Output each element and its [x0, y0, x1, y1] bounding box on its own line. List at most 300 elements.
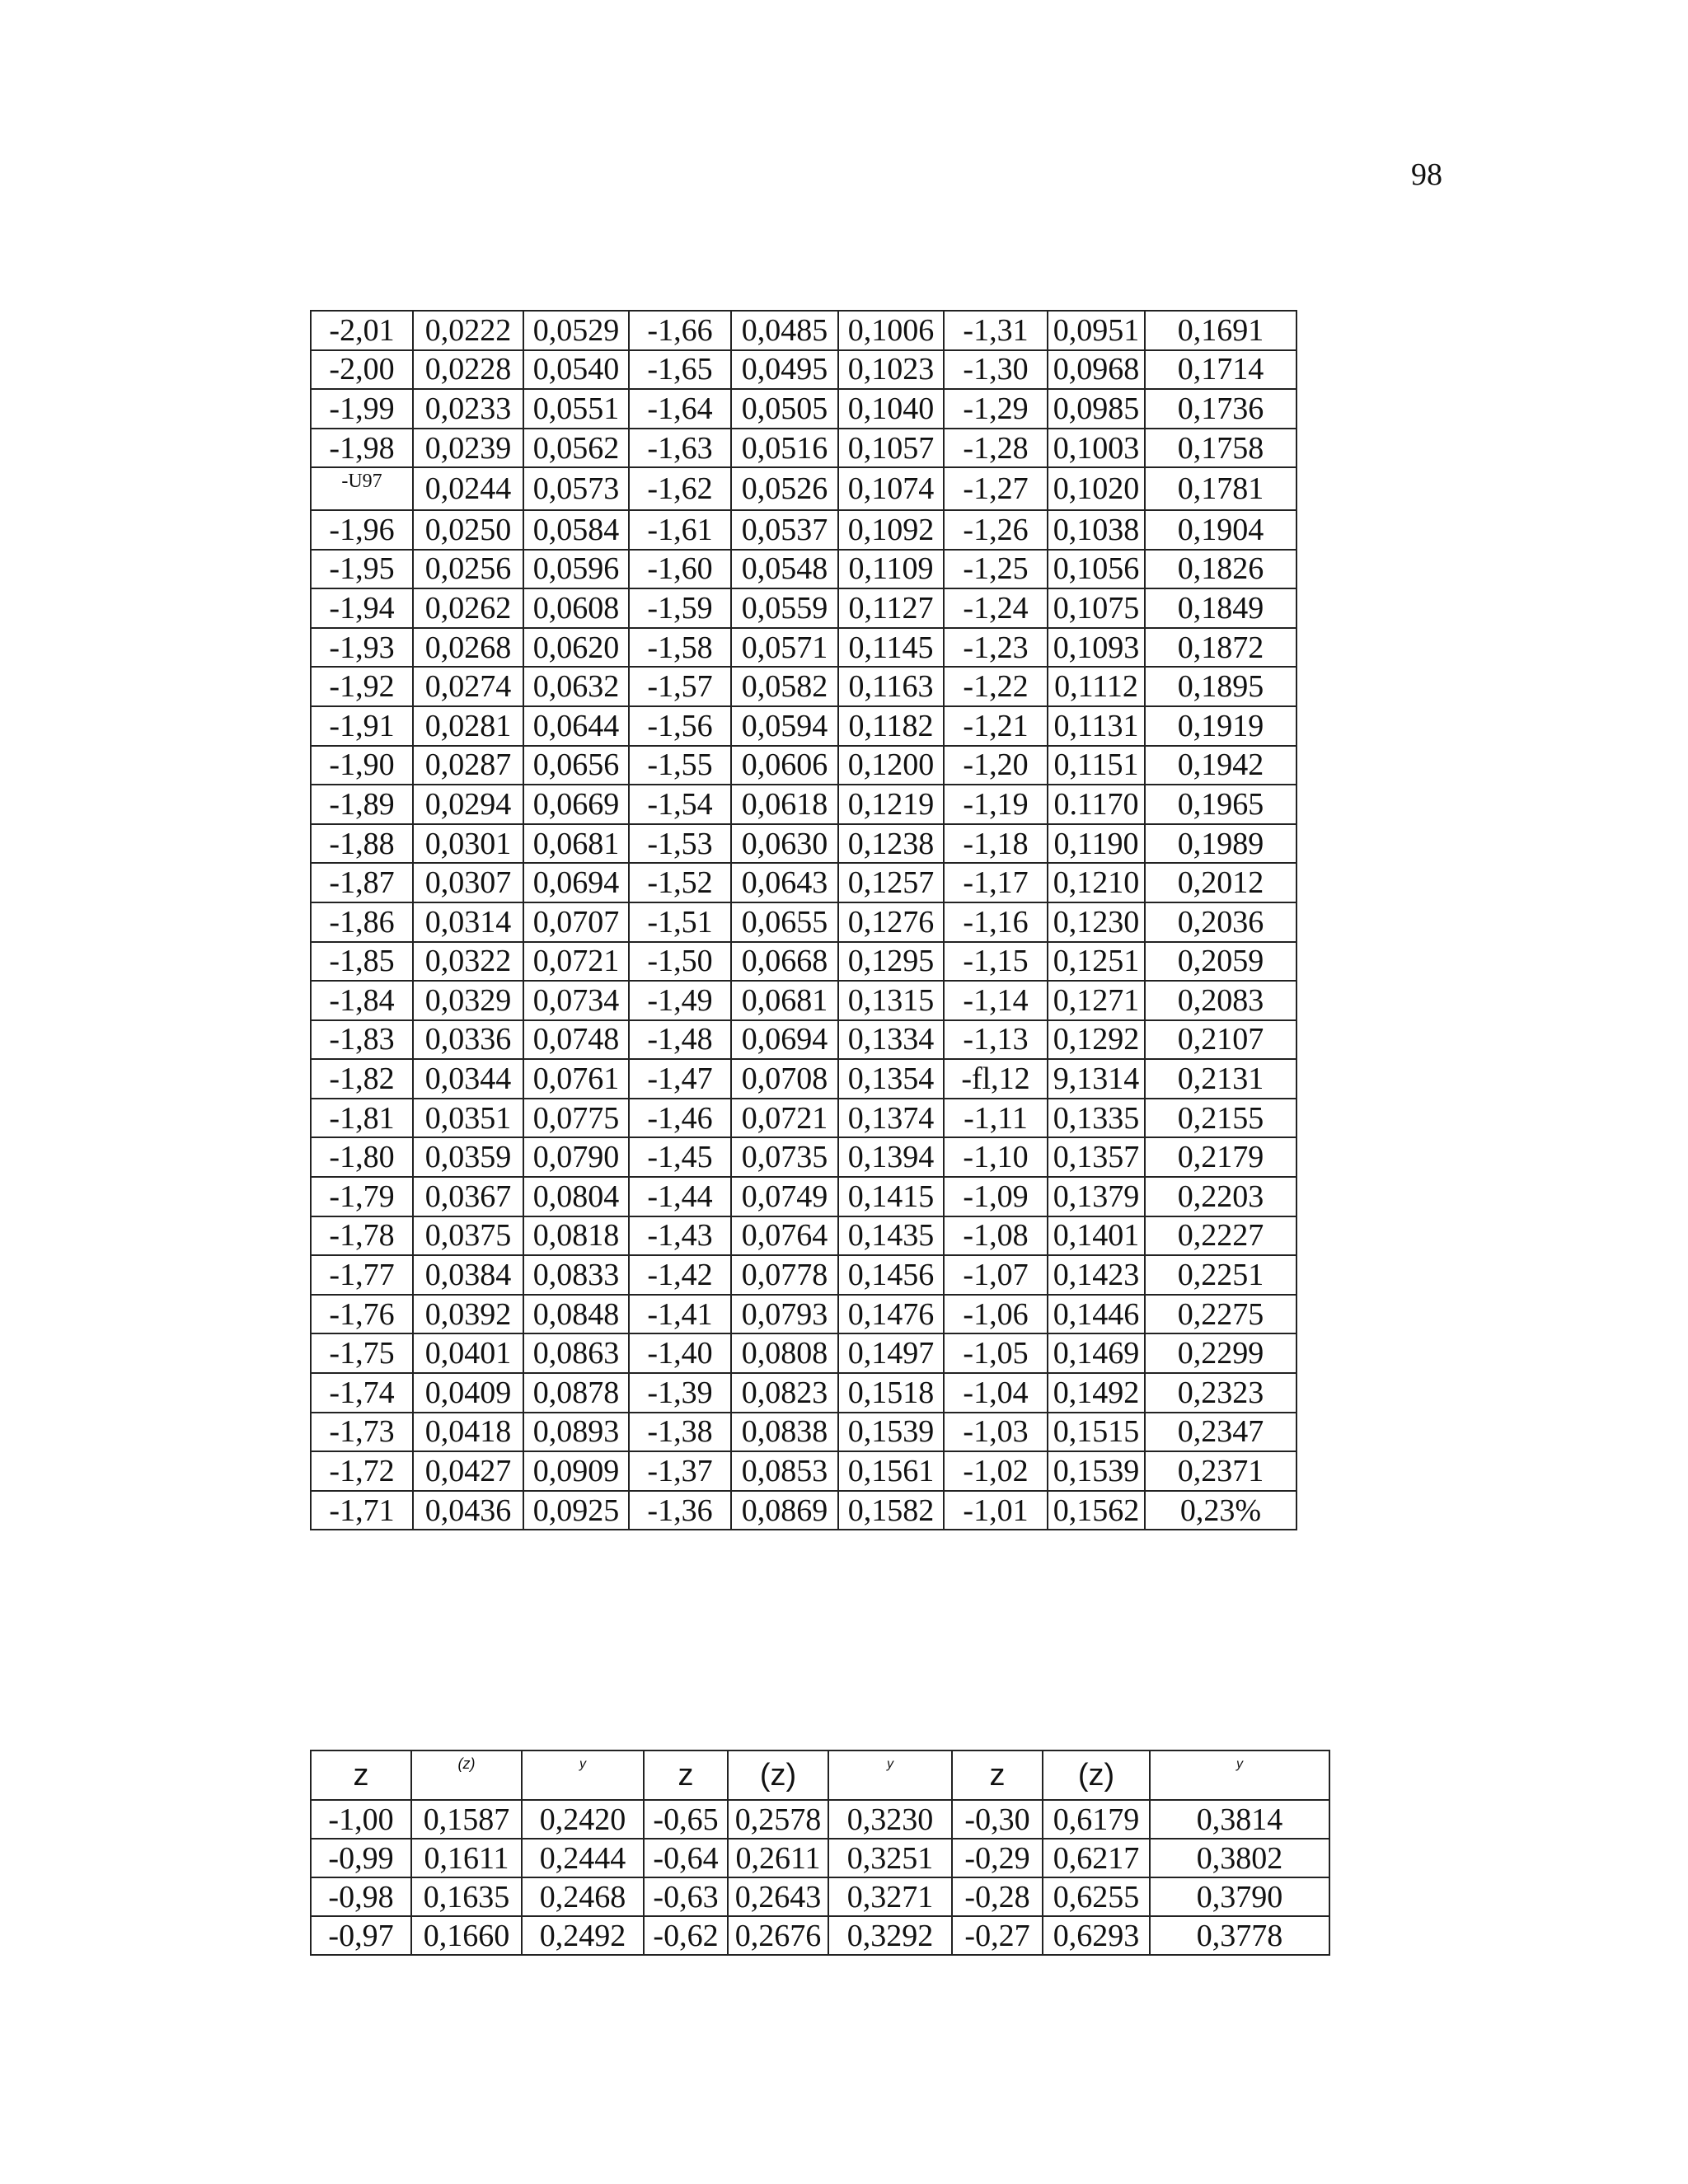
- table-cell: 0,0287: [413, 746, 523, 785]
- table-cell: 0,2347: [1145, 1413, 1296, 1452]
- table-cell: 0,23%: [1145, 1491, 1296, 1530]
- table-cell: 0,1257: [838, 863, 944, 902]
- table-cell: -0,62: [644, 1916, 728, 1955]
- table-row: [311, 824, 1296, 864]
- table-cell: -1,56: [629, 706, 731, 746]
- table-cell: 0,0281: [413, 706, 523, 746]
- table-cell: -1,59: [629, 588, 731, 628]
- table-cell: 0,0573: [523, 467, 629, 510]
- table-cell: 0,0233: [413, 389, 523, 429]
- table-cell: 0,1515: [1048, 1413, 1145, 1452]
- table-cell: 0,0262: [413, 588, 523, 628]
- table-cell: 0,1826: [1145, 550, 1296, 589]
- table-cell: 0,0734: [523, 981, 629, 1020]
- table-cell: 0,0548: [731, 550, 838, 589]
- table-cell: 0.1170: [1048, 785, 1145, 824]
- table-cell: -1,52: [629, 863, 731, 902]
- table-cell: -2,00: [311, 350, 413, 390]
- table-cell: 0,0694: [731, 1020, 838, 1060]
- table-cell: -1,13: [944, 1020, 1048, 1060]
- table-cell: 0,0516: [731, 429, 838, 468]
- table-cell: 0,1075: [1048, 588, 1145, 628]
- table-cell: -1,61: [629, 510, 731, 550]
- table-cell: 0,1357: [1048, 1137, 1145, 1177]
- table-cell: 0,0778: [731, 1255, 838, 1295]
- table-cell: 0,0301: [413, 824, 523, 864]
- table-cell: -1,08: [944, 1216, 1048, 1256]
- table-cell: -1,79: [311, 1177, 413, 1216]
- table-cell: 0,1023: [838, 350, 944, 390]
- table-cell: 0,2155: [1145, 1099, 1296, 1138]
- table-cell: 0,2444: [522, 1839, 644, 1877]
- table-row: [311, 1839, 1329, 1877]
- table-cell: 0,1497: [838, 1333, 944, 1373]
- table-cell: 0,3778: [1150, 1916, 1329, 1955]
- table-row: [311, 1216, 1296, 1256]
- header-z: z: [644, 1750, 728, 1800]
- table-cell: 0,1415: [838, 1177, 944, 1216]
- table-cell: -1,63: [629, 429, 731, 468]
- table-cell: 0,1895: [1145, 667, 1296, 706]
- table-row: [311, 389, 1296, 429]
- table-row: [311, 667, 1296, 706]
- table-row: [311, 1800, 1329, 1839]
- table-cell: 0,1182: [838, 706, 944, 746]
- table-cell: 0,1611: [411, 1839, 522, 1877]
- table-cell: 0,0606: [731, 746, 838, 785]
- table-cell: -1,22: [944, 667, 1048, 706]
- table-cell: 9,1314: [1048, 1059, 1145, 1099]
- table-cell: -1,09: [944, 1177, 1048, 1216]
- table-cell: 0,1518: [838, 1373, 944, 1413]
- table-cell: 0,0314: [413, 902, 523, 942]
- table-row: [311, 550, 1296, 589]
- table-cell: -1,92: [311, 667, 413, 706]
- table-cell: 0,0893: [523, 1413, 629, 1452]
- table-cell: -1,44: [629, 1177, 731, 1216]
- table-cell: 0,1660: [411, 1916, 522, 1955]
- table-cell: 0,2323: [1145, 1373, 1296, 1413]
- table-cell: 0,1200: [838, 746, 944, 785]
- table-cell: -1,99: [311, 389, 413, 429]
- table-cell: 0,1446: [1048, 1295, 1145, 1334]
- table-cell: -1,07: [944, 1255, 1048, 1295]
- table-cell: -1,43: [629, 1216, 731, 1256]
- table-cell: -1,60: [629, 550, 731, 589]
- table-cell: 0,1354: [838, 1059, 944, 1099]
- table-cell: -1,02: [944, 1451, 1048, 1491]
- table-cell: 0,1127: [838, 588, 944, 628]
- table-cell: -0,27: [952, 1916, 1043, 1955]
- table-cell: -1,66: [629, 311, 731, 350]
- table-cell: -1,11: [944, 1099, 1048, 1138]
- table-cell: 0,6293: [1043, 1916, 1150, 1955]
- table-cell: -1,51: [629, 902, 731, 942]
- values-table-bottom: [310, 1750, 1330, 1956]
- table-cell: 0,0968: [1048, 350, 1145, 390]
- table-cell: -1,47: [629, 1059, 731, 1099]
- table-cell: -1,81: [311, 1099, 413, 1138]
- table-cell: 0,0505: [731, 389, 838, 429]
- table-cell: 0,1230: [1048, 902, 1145, 942]
- table-cell: -0,99: [311, 1839, 411, 1877]
- table-cell: -1,17: [944, 863, 1048, 902]
- table-row: [311, 467, 1296, 510]
- table-cell: 0,0392: [413, 1295, 523, 1334]
- table-row: [311, 588, 1296, 628]
- table-cell: -1,85: [311, 942, 413, 982]
- table-cell: 0,0239: [413, 429, 523, 468]
- table-cell: 0,1781: [1145, 467, 1296, 510]
- table-cell: -1,55: [629, 746, 731, 785]
- table-cell: 0,0909: [523, 1451, 629, 1491]
- table-cell: 0,0853: [731, 1451, 838, 1491]
- table-cell: 0,1315: [838, 981, 944, 1020]
- table-cell: 0,1423: [1048, 1255, 1145, 1295]
- table-cell: 0,1394: [838, 1137, 944, 1177]
- table-cell: -1,46: [629, 1099, 731, 1138]
- table-cell: 0,0644: [523, 706, 629, 746]
- values-table-top: [310, 310, 1297, 1530]
- table-cell: 0,2227: [1145, 1216, 1296, 1256]
- table-cell: 0,1714: [1145, 350, 1296, 390]
- table-cell: 0,0748: [523, 1020, 629, 1060]
- table-cell: -1,25: [944, 550, 1048, 589]
- table-cell: 0,2059: [1145, 942, 1296, 982]
- table-cell: -1,40: [629, 1333, 731, 1373]
- table-cell: 0,0250: [413, 510, 523, 550]
- table-cell: 0,0344: [413, 1059, 523, 1099]
- table-cell: -1,28: [944, 429, 1048, 468]
- table-cell: -1,21: [944, 706, 1048, 746]
- table-cell: -1,93: [311, 628, 413, 668]
- table-cell: 0,1736: [1145, 389, 1296, 429]
- table-cell: 0,1539: [1048, 1451, 1145, 1491]
- table-cell: 0,0721: [731, 1099, 838, 1138]
- table-cell: -1,20: [944, 746, 1048, 785]
- table-cell: 0,0630: [731, 824, 838, 864]
- table-row: [311, 942, 1296, 982]
- table-cell: 0,0228: [413, 350, 523, 390]
- table-cell: 0,0436: [413, 1491, 523, 1530]
- table-cell: 0,0582: [731, 667, 838, 706]
- table-cell: -1,78: [311, 1216, 413, 1256]
- table-row: [311, 1373, 1296, 1413]
- table-cell: 0,0632: [523, 667, 629, 706]
- table-cell: 0,0375: [413, 1216, 523, 1256]
- table-row: [311, 706, 1296, 746]
- table-cell: 0,0384: [413, 1255, 523, 1295]
- table-cell: -0,28: [952, 1877, 1043, 1916]
- table-cell: -1,24: [944, 588, 1048, 628]
- table-cell: 0,0643: [731, 863, 838, 902]
- table-cell: 0,1379: [1048, 1177, 1145, 1216]
- table-cell: 0,0790: [523, 1137, 629, 1177]
- table-cell: 0,1163: [838, 667, 944, 706]
- table-cell: 0,1849: [1145, 588, 1296, 628]
- table-row: [311, 902, 1296, 942]
- table-cell: -1,74: [311, 1373, 413, 1413]
- table-cell: 0,0571: [731, 628, 838, 668]
- table-cell: 0,1582: [838, 1491, 944, 1530]
- table-cell: 0,0540: [523, 350, 629, 390]
- table-row: [311, 746, 1296, 785]
- table-cell: 0,1093: [1048, 628, 1145, 668]
- table-cell: 0,1691: [1145, 311, 1296, 350]
- table-cell: 0,1965: [1145, 785, 1296, 824]
- table-row: [311, 1137, 1296, 1177]
- table-cell: 0,1904: [1145, 510, 1296, 550]
- table-cell: 0,0656: [523, 746, 629, 785]
- table-cell: 0,0329: [413, 981, 523, 1020]
- table-cell: 0,1292: [1048, 1020, 1145, 1060]
- table-cell: 0,0848: [523, 1295, 629, 1334]
- table-cell: -1,38: [629, 1413, 731, 1452]
- table-row: [311, 628, 1296, 668]
- table-cell: 0,0681: [523, 824, 629, 864]
- table-cell: 0,0721: [523, 942, 629, 982]
- table-cell: 0,2203: [1145, 1177, 1296, 1216]
- table-row: [311, 1916, 1329, 1955]
- table-cell: 0,2299: [1145, 1333, 1296, 1373]
- table-cell: 0,1469: [1048, 1333, 1145, 1373]
- table-row: [311, 311, 1296, 350]
- table-cell: 0,0793: [731, 1295, 838, 1334]
- header-z: z: [311, 1750, 411, 1800]
- table-cell: 0,0863: [523, 1333, 629, 1373]
- table-cell: 0,2420: [522, 1800, 644, 1839]
- table-cell: -1,01: [944, 1491, 1048, 1530]
- table-cell: 0,0869: [731, 1491, 838, 1530]
- table-cell: 0,1276: [838, 902, 944, 942]
- table-cell: -1,54: [629, 785, 731, 824]
- table-cell: -1,58: [629, 628, 731, 668]
- table-cell: 0,2012: [1145, 863, 1296, 902]
- table-cell: 0,2676: [728, 1916, 828, 1955]
- table-cell: 0,0669: [523, 785, 629, 824]
- table-cell: -1,98: [311, 429, 413, 468]
- table-cell: 0,0951: [1048, 311, 1145, 350]
- table-cell: 0,1210: [1048, 863, 1145, 902]
- table-cell: -0,97: [311, 1916, 411, 1955]
- table-cell: 0,0418: [413, 1413, 523, 1452]
- table-cell: -0,65: [644, 1800, 728, 1839]
- table-cell: -1,75: [311, 1333, 413, 1373]
- table-cell: -2,01: [311, 311, 413, 350]
- table-cell: 0,0655: [731, 902, 838, 942]
- table-cell: -1,30: [944, 350, 1048, 390]
- table-cell: -1,82: [311, 1059, 413, 1099]
- table-cell: 0,1112: [1048, 667, 1145, 706]
- table-row: [311, 1333, 1296, 1373]
- table-cell: 0,0735: [731, 1137, 838, 1177]
- table-cell: 0,2611: [728, 1839, 828, 1877]
- table-cell: -0,63: [644, 1877, 728, 1916]
- table-cell: -1,45: [629, 1137, 731, 1177]
- table-cell: -1,03: [944, 1413, 1048, 1452]
- table-row: [311, 1451, 1296, 1491]
- table-cell: -1,73: [311, 1413, 413, 1452]
- table-cell: -1,37: [629, 1451, 731, 1491]
- header-z: z: [952, 1750, 1043, 1800]
- table-cell: 0,1190: [1048, 824, 1145, 864]
- table-cell: -1,14: [944, 981, 1048, 1020]
- table-row: [311, 1295, 1296, 1334]
- table-cell: 0,0823: [731, 1373, 838, 1413]
- table-row: [311, 1877, 1329, 1916]
- table-cell: -0,29: [952, 1839, 1043, 1877]
- table-cell: 0,0294: [413, 785, 523, 824]
- table-cell: 0,0351: [413, 1099, 523, 1138]
- table-row: [311, 785, 1296, 824]
- table-cell: 0,0409: [413, 1373, 523, 1413]
- table-cell: -1,84: [311, 981, 413, 1020]
- table-cell: 0,1374: [838, 1099, 944, 1138]
- table-cell: -1,95: [311, 550, 413, 589]
- table-cell: 0,1219: [838, 785, 944, 824]
- table-cell: 0,2468: [522, 1877, 644, 1916]
- table-cell: -1,29: [944, 389, 1048, 429]
- table-cell: 0,1038: [1048, 510, 1145, 550]
- table-cell: 0,1335: [1048, 1099, 1145, 1138]
- table-cell: 0,3802: [1150, 1839, 1329, 1877]
- table-cell: 0,1334: [838, 1020, 944, 1060]
- table-cell: -0,30: [952, 1800, 1043, 1839]
- table-cell: 0,0749: [731, 1177, 838, 1216]
- table-cell: -fl,12: [944, 1059, 1048, 1099]
- table-cell: 0,0485: [731, 311, 838, 350]
- table-cell: -1,49: [629, 981, 731, 1020]
- table-cell: 0,1251: [1048, 942, 1145, 982]
- table-cell: 0,0427: [413, 1451, 523, 1491]
- table-cell: 0,2251: [1145, 1255, 1296, 1295]
- table-cell: -1,04: [944, 1373, 1048, 1413]
- table-cell: -1,48: [629, 1020, 731, 1060]
- table-cell: 0,0668: [731, 942, 838, 982]
- table-cell: -1,53: [629, 824, 731, 864]
- table-cell: -1,41: [629, 1295, 731, 1334]
- table-cell: 0,2275: [1145, 1295, 1296, 1334]
- table-cell: 0,1145: [838, 628, 944, 668]
- table-cell: 0,1539: [838, 1413, 944, 1452]
- table-row: [311, 1020, 1296, 1060]
- header-phi-z: (z): [728, 1750, 828, 1800]
- table-cell: -1,96: [311, 510, 413, 550]
- table-cell: 0,0761: [523, 1059, 629, 1099]
- table-cell: 0,1271: [1048, 981, 1145, 1020]
- table-cell: 0,0559: [731, 588, 838, 628]
- table-cell: 0,1635: [411, 1877, 522, 1916]
- header-phi-z: (z): [411, 1750, 522, 1800]
- table-cell: -1,90: [311, 746, 413, 785]
- table-cell: -1,80: [311, 1137, 413, 1177]
- header-y: y: [828, 1750, 952, 1800]
- table-cell: 0,2492: [522, 1916, 644, 1955]
- table-cell: 0,6255: [1043, 1877, 1150, 1916]
- table-cell: -1,39: [629, 1373, 731, 1413]
- table-cell: 0,0274: [413, 667, 523, 706]
- table-cell: 0,0307: [413, 863, 523, 902]
- table-cell: -1,00: [311, 1800, 411, 1839]
- table-cell: 0,0707: [523, 902, 629, 942]
- table-cell: 0,0694: [523, 863, 629, 902]
- table-cell: 0,3292: [828, 1916, 952, 1955]
- table-cell: 0,1057: [838, 429, 944, 468]
- table-cell: -1,36: [629, 1491, 731, 1530]
- table-row: [311, 350, 1296, 390]
- header-row: [311, 1750, 1329, 1800]
- table-cell: -1,26: [944, 510, 1048, 550]
- header-phi-z: (z): [1043, 1750, 1150, 1800]
- table-cell: 0,1492: [1048, 1373, 1145, 1413]
- table-cell: -1,83: [311, 1020, 413, 1060]
- table-cell: -1,91: [311, 706, 413, 746]
- table-cell: 0,0268: [413, 628, 523, 668]
- table-cell: 0,1295: [838, 942, 944, 982]
- table-cell: 0,1919: [1145, 706, 1296, 746]
- table-cell: -1,87: [311, 863, 413, 902]
- table-cell: 0,0985: [1048, 389, 1145, 429]
- table-cell: 0,1151: [1048, 746, 1145, 785]
- table-cell: 0,3790: [1150, 1877, 1329, 1916]
- table-cell: 0,1401: [1048, 1216, 1145, 1256]
- table-cell: 0,0336: [413, 1020, 523, 1060]
- table-cell: -1,86: [311, 902, 413, 942]
- table-cell: -1,64: [629, 389, 731, 429]
- table-cell: -0,64: [644, 1839, 728, 1877]
- table-cell: 0,0594: [731, 706, 838, 746]
- table-cell: -1,57: [629, 667, 731, 706]
- table-cell: 0,3251: [828, 1839, 952, 1877]
- table-cell: 0,0833: [523, 1255, 629, 1295]
- table-cell: 0,1040: [838, 389, 944, 429]
- table-cell: -1,94: [311, 588, 413, 628]
- table-cell: -1,16: [944, 902, 1048, 942]
- table-cell: 0,1092: [838, 510, 944, 550]
- table-cell: 0,0925: [523, 1491, 629, 1530]
- table-cell: 0,1006: [838, 311, 944, 350]
- table-cell: 0,0562: [523, 429, 629, 468]
- table-cell: -1,89: [311, 785, 413, 824]
- table-cell: 0,0537: [731, 510, 838, 550]
- page-number: 98: [1411, 157, 1442, 192]
- table-cell: 0,3230: [828, 1800, 952, 1839]
- table-cell: -1,23: [944, 628, 1048, 668]
- table-cell: 0,0367: [413, 1177, 523, 1216]
- table-cell: 0,0775: [523, 1099, 629, 1138]
- table-cell: -U97: [311, 467, 413, 510]
- table-cell: -1,27: [944, 467, 1048, 510]
- table-cell: 0,1562: [1048, 1491, 1145, 1530]
- table-cell: 0,2643: [728, 1877, 828, 1916]
- table-cell: -1,62: [629, 467, 731, 510]
- table-cell: 0,6179: [1043, 1800, 1150, 1839]
- table-row: [311, 1059, 1296, 1099]
- table-cell: 0,0584: [523, 510, 629, 550]
- table-cell: -1,65: [629, 350, 731, 390]
- table-cell: -1,05: [944, 1333, 1048, 1373]
- table-cell: 0,0681: [731, 981, 838, 1020]
- table-cell: 0,2179: [1145, 1137, 1296, 1177]
- table-row: [311, 1413, 1296, 1452]
- table-cell: -1,06: [944, 1295, 1048, 1334]
- table-cell: 0,1758: [1145, 429, 1296, 468]
- table-cell: 0,1238: [838, 824, 944, 864]
- table-cell: -1,18: [944, 824, 1048, 864]
- table-cell: -1,50: [629, 942, 731, 982]
- table-cell: 0,2107: [1145, 1020, 1296, 1060]
- table-row: [311, 1099, 1296, 1138]
